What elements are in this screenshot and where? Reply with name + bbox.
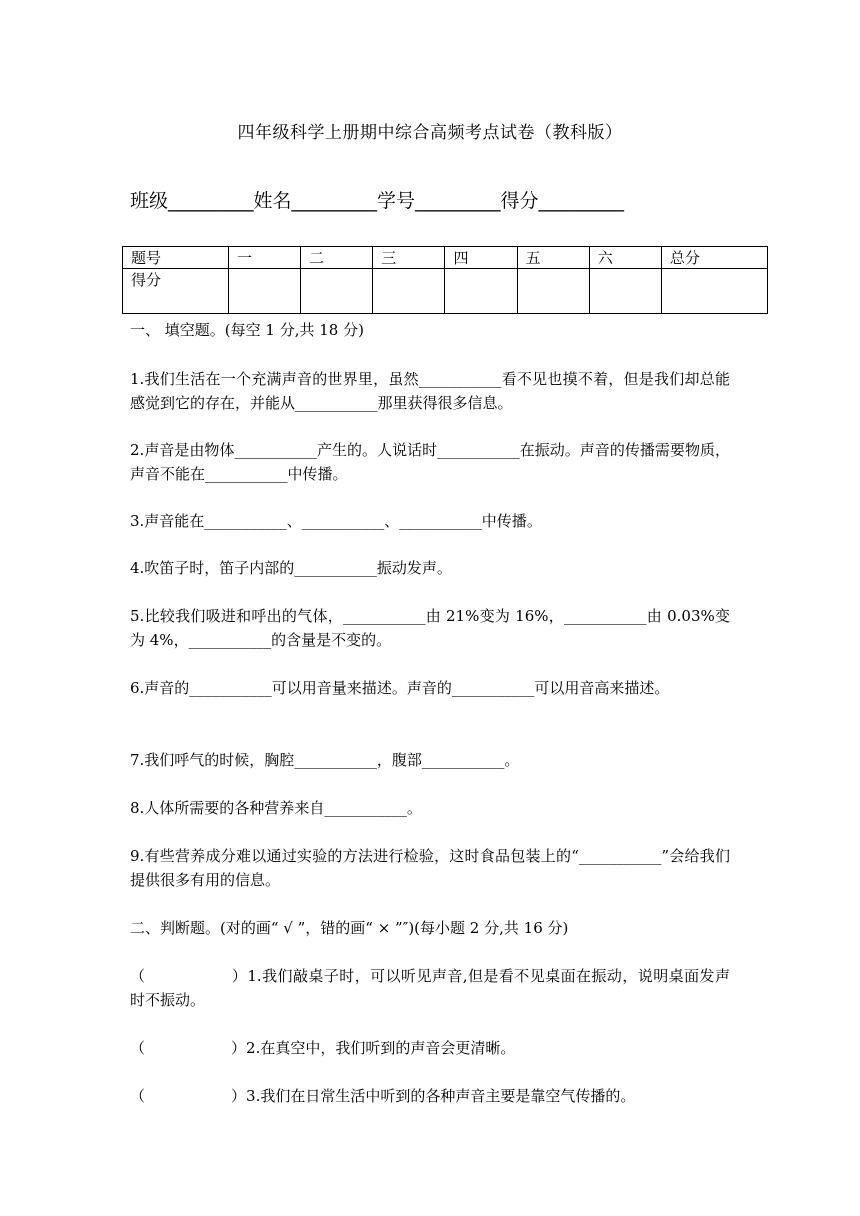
question-2: 2.声音是由物体___________产生的。人说话时___________在振动。声音的传播需要物质，声音不能在___________中传播。 [130,441,730,483]
score-table-header-row [123,247,768,269]
judge-question-2 [130,1036,730,1060]
score-cell [228,269,300,314]
judge-question-text: 1.我们敲桌子时，可以听见声音,但是看不见桌面在振动，说明桌面发声时不振动。 [130,967,730,1009]
judge-question-1 [130,964,730,1012]
score-cell [517,269,589,314]
answer-paren-open: （ [130,1087,146,1105]
student-info-line: 班级_________姓名_________学号_________得分_________ [130,190,625,212]
answer-paren-open: （ [130,1039,146,1057]
question-1: 1.我们生活在一个充满声音的世界里，虽然___________看不见也摸不着，但是我们却总能感觉到它的存在，并能从___________那里获得很多信息。 [130,370,730,412]
question-3: 3.声音能在___________、___________、___________中传播。 [130,512,542,530]
question-7: 7.我们呼气的时候，胸腔___________，腹部___________。 [130,751,520,769]
score-table-score-row [123,269,768,314]
score-cell [445,269,517,314]
answer-paren-open: （ [130,967,146,985]
judge-question-text: 2.在真空中，我们听到的声音会更清晰。 [246,1039,516,1057]
answer-paren-close: ） [231,1087,247,1105]
header-cell: 一 [228,247,300,269]
score-cell [373,269,445,314]
score-cell [589,269,661,314]
question-6: 6.声音的___________可以用音量来描述。声音的___________可以用音高来描述。 [130,679,670,697]
answer-paren-close: ） [231,1039,247,1057]
judge-question-text: 3.我们在日常生活中听到的各种声音主要是靠空气传播的。 [246,1087,636,1105]
answer-paren-close: ） [231,967,248,985]
score-cell [661,269,767,314]
row-label-cell: 得分 [123,269,229,314]
question-8: 8.人体所需要的各种营养来自___________。 [130,799,422,817]
header-cell: 总分 [661,247,767,269]
question-4: 4.吹笛子时，笛子内部的___________振动发声。 [130,559,452,577]
question-5: 5.比较我们吸进和呼出的气体，___________由 21%变为 16%，___________由 0.03%变为 4%，___________的含量是不变的。 [130,607,730,649]
section1-heading: 一、 填空题。(每空 1 分,共 18 分) [130,321,364,339]
section2-heading: 二、判断题。(对的画“ √ ”，错的画“ × ”″)(每小题 2 分,共 16 分) [130,919,569,937]
header-cell: 二 [301,247,373,269]
header-cell: 四 [445,247,517,269]
header-cell: 五 [517,247,589,269]
judge-question-3 [130,1084,730,1108]
question-9: 9.有些营养成分难以通过实验的方法进行检验，这时食品包装上的“___________”会给我们提供很多有用的信息。 [130,847,730,889]
header-cell: 题号 [123,247,229,269]
score-cell [301,269,373,314]
score-table [122,246,768,314]
header-cell: 六 [589,247,661,269]
page-title: 四年级科学上册期中综合高频考点试卷（教科版） [237,123,623,143]
header-cell: 三 [373,247,445,269]
